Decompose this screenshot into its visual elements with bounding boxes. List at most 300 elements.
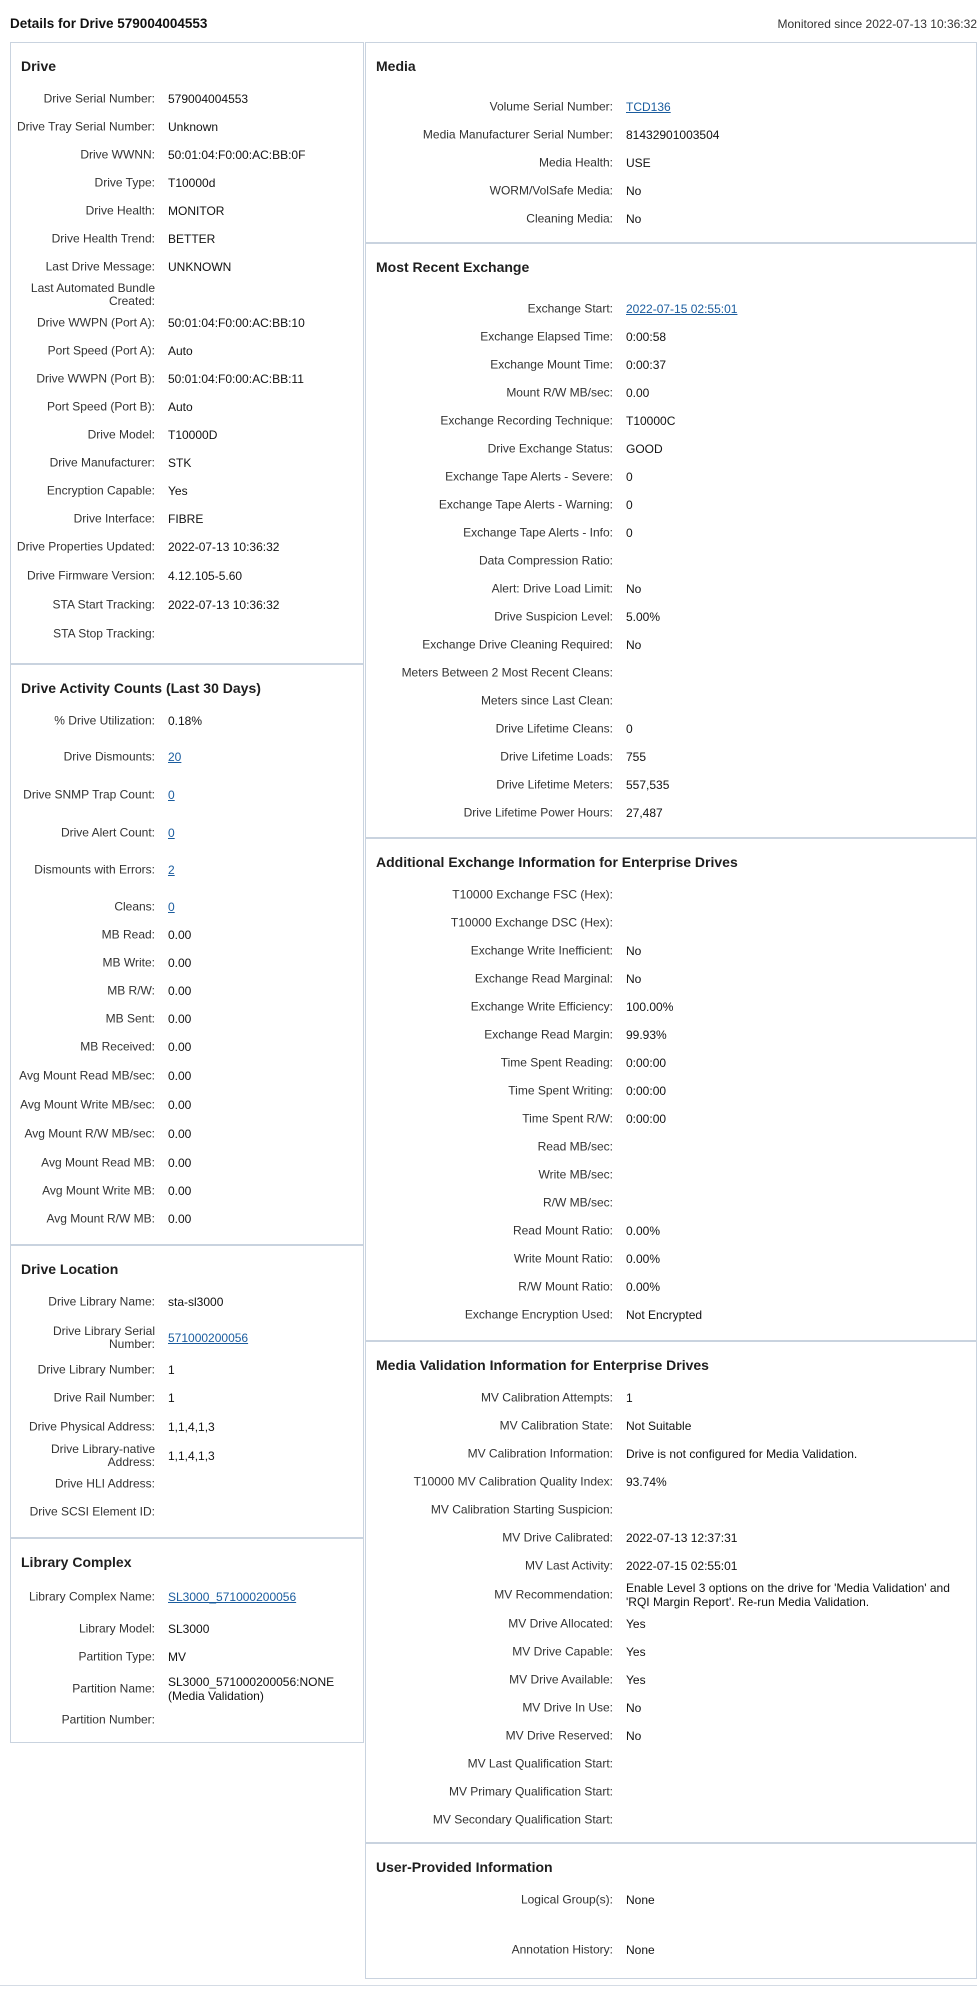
field-label: Partition Name: [72,1681,155,1696]
field-label: Cleaning Media: [526,211,613,226]
field-row-drive-library-native-address [11,1441,363,1471]
field-row-write-mount-ratio [366,1244,976,1274]
field-label: Drive Health Trend: [51,231,155,246]
panel-title: Drive [21,58,57,74]
field-row-exchange-write-inefficient [366,936,976,966]
field-label: Exchange Tape Alerts - Severe: [445,469,613,484]
field-row-drive-library-name [11,1287,363,1317]
field-label: Drive Type: [94,175,155,190]
field-row-mv-drive-calibrated [366,1523,976,1553]
field-row-drive-health [11,196,363,226]
field-label: Exchange Start: [527,301,613,316]
field-row-exchange-read-marginal [366,964,976,994]
field-row-time-spent-reading [366,1048,976,1078]
field-row-volume-serial-number [366,92,976,122]
field-value: 0.00 [168,1012,192,1026]
field-value: 0 [626,470,633,484]
field-row-meters-between-2-most-recent-cleans [366,658,976,688]
field-label: MV Calibration Information: [467,1446,613,1461]
field-row-time-spent-r-w [366,1104,976,1134]
field-label: % Drive Utilization: [54,713,155,728]
field-value: 0.00 [168,1212,192,1226]
field-value: 1 [168,1363,175,1377]
field-row-port-speed-port-b [11,392,363,422]
field-label: Avg Mount R/W MB: [46,1211,155,1226]
field-value: 0.00 [168,1184,192,1198]
field-label: Time Spent R/W: [522,1111,613,1126]
field-value: 0.00 [168,956,192,970]
field-label: MB Write: [102,955,155,970]
field-label: MV Drive Available: [509,1672,613,1687]
field-label: Exchange Tape Alerts - Warning: [438,497,613,512]
field-row-logical-group-s [366,1885,976,1915]
field-label: Port Speed (Port B): [46,399,155,414]
field-row-exchange-read-margin [366,1020,976,1050]
field-label: MV Drive Allocated: [508,1616,613,1631]
panel-title: Drive Location [21,1261,119,1277]
field-value: UNKNOWN [168,260,232,274]
field-label: MV Calibration State: [499,1418,613,1433]
field-value: 0:00:00 [626,1084,667,1098]
field-value: No [626,184,642,198]
field-row-avg-mount-r-w-mb [11,1204,363,1234]
field-label: Drive Health: [85,203,155,218]
field-label: Partition Type: [78,1649,155,1664]
panel-title: Most Recent Exchange [376,259,530,275]
field-value: 0.00 [626,386,650,400]
field-row-drive-library-serial-number [11,1323,363,1353]
field-label: Read MB/sec: [537,1139,613,1154]
field-label: Drive SCSI Element ID: [29,1504,155,1519]
field-row-exchange-drive-cleaning-required [366,630,976,660]
field-label: Exchange Write Inefficient: [470,943,613,958]
field-value-link[interactable]: TCD136 [626,100,671,114]
field-row-exchange-mount-time [366,350,976,380]
field-row-t10000-mv-calibration-quality-index [366,1467,976,1497]
field-label: Meters Between 2 Most Recent Cleans: [401,665,613,680]
field-row-drive-physical-address [11,1412,363,1442]
field-row-avg-mount-r-w-mb-sec [11,1119,363,1149]
field-row-drive-firmware-version [11,561,363,591]
field-value: Yes [626,1673,646,1687]
field-label: Cleans: [114,899,155,914]
field-value: 2022-07-13 10:36:32 [168,598,280,612]
field-row-mb-received [11,1032,363,1062]
field-row-drive-dismounts [11,742,363,772]
field-value: 100.00% [626,1000,674,1014]
field-value: 0 [626,498,633,512]
field-label: Mount R/W MB/sec: [506,385,613,400]
field-row-sta-stop-tracking [11,619,363,649]
field-row-annotation-history [366,1935,976,1965]
field-value: Yes [626,1617,646,1631]
field-label: Avg Mount Write MB: [42,1183,155,1198]
field-label: T10000 Exchange DSC (Hex): [450,915,613,930]
field-row-drive-suspicion-level [366,602,976,632]
field-row-mv-drive-available [366,1665,976,1695]
field-label: WORM/VolSafe Media: [489,183,613,198]
field-label: MV Last Activity: [524,1558,613,1573]
field-value: 0.00 [168,1069,192,1083]
panel-title: Additional Exchange Information for Enterprise Drives [376,854,738,870]
field-label: MV Primary Qualification Start: [448,1784,613,1799]
field-label: Drive Library-native Address: [50,1442,155,1469]
field-value-link[interactable]: 2 [168,863,175,877]
field-label: Drive Properties Updated: [16,539,155,554]
field-row-worm-volsafe-media [366,176,976,206]
field-value: 1 [168,1391,175,1405]
field-row-mv-calibration-information [366,1439,976,1469]
field-label: Exchange Recording Technique: [440,413,613,428]
field-row-library-model [11,1614,363,1644]
field-row-last-automated-bundle-created [11,280,363,310]
field-label: Write Mount Ratio: [513,1251,613,1266]
field-row-exchange-tape-alerts-warning [366,490,976,520]
field-value: No [626,1701,642,1715]
field-value: 0 [626,722,633,736]
field-value: 0.00 [168,1127,192,1141]
field-row-avg-mount-read-mb [11,1148,363,1178]
field-row-drive-manufacturer [11,448,363,478]
field-value: 93.74% [626,1475,667,1489]
panel-library-complex [10,1538,364,1743]
field-value: No [626,212,642,226]
field-label: Exchange Read Marginal: [474,971,613,986]
field-row-mv-calibration-state [366,1411,976,1441]
field-row-drive-snmp-trap-count [11,780,363,810]
field-label: MV Secondary Qualification Start: [432,1812,613,1827]
field-label: Drive Lifetime Cleans: [495,721,613,736]
field-row-drive-rail-number [11,1383,363,1413]
field-label: Meters since Last Clean: [480,693,613,708]
field-label: Drive Lifetime Loads: [500,749,613,764]
field-value: 1,1,4,1,3 [168,1420,215,1434]
field-row-mv-last-qualification-start [366,1749,976,1779]
field-row-port-speed-port-a [11,336,363,366]
field-value: SL3000 [168,1622,210,1636]
field-value: 0.00% [626,1280,661,1294]
field-label: Last Automated Bundle Created: [30,281,155,308]
field-value: 50:01:04:F0:00:AC:BB:11 [168,372,304,386]
field-row-drive-utilization [11,706,363,736]
field-label: Media Health: [538,155,613,170]
field-row-cleans [11,892,363,922]
field-label: Drive WWNN: [80,147,155,162]
panel-additional-exchange-information-for-enterprise-drives [365,838,977,1341]
field-label: MV Recommendation: [494,1587,613,1602]
field-label: Avg Mount Write MB/sec: [20,1097,155,1112]
panel-media [365,42,977,243]
field-label: Logical Group(s): [520,1892,613,1907]
field-value: Drive is not configured for Media Validation. [626,1447,858,1461]
field-value-link[interactable]: 0 [168,900,175,914]
field-label: Data Compression Ratio: [478,553,613,568]
field-row-data-compression-ratio [366,546,976,576]
field-row-drive-alert-count [11,818,363,848]
field-label: MV Drive Reserved: [505,1728,613,1743]
field-row-partition-number [11,1705,363,1735]
field-row-exchange-start [366,294,976,324]
field-value: None [626,1893,655,1907]
panel-title: Drive Activity Counts (Last 30 Days) [21,680,261,696]
field-value: STK [168,456,192,470]
field-label: Port Speed (Port A): [47,343,155,358]
field-label: Encryption Capable: [46,483,155,498]
field-value: 0.00 [168,1040,192,1054]
field-value: 0.00 [168,1098,192,1112]
field-label: MV Calibration Attempts: [480,1390,613,1405]
field-value: 557,535 [626,778,670,792]
field-label: Library Complex Name: [28,1589,155,1604]
field-label: Drive Manufacturer: [49,455,155,470]
page-title: Details for Drive 579004004553 [10,16,208,31]
field-row-alert-drive-load-limit [366,574,976,604]
field-label: MV Drive In Use: [522,1700,613,1715]
field-label: MV Calibration Starting Suspicion: [430,1502,613,1517]
field-row-drive-lifetime-power-hours [366,798,976,828]
field-value: No [626,638,642,652]
panel-drive-location [10,1245,364,1538]
field-value: 1,1,4,1,3 [168,1449,215,1463]
field-label: Drive Physical Address: [28,1419,155,1434]
field-row-last-drive-message [11,252,363,282]
field-row-read-mb-sec [366,1132,976,1162]
field-row-drive-interface [11,504,363,534]
monitored-since: Monitored since 2022-07-13 10:36:32 [777,17,977,31]
field-label: Alert: Drive Load Limit: [491,581,613,596]
field-row-exchange-encryption-used [366,1300,976,1330]
field-row-mv-primary-qualification-start [366,1777,976,1807]
field-row-drive-health-trend [11,224,363,254]
field-label: Drive Exchange Status: [487,441,613,456]
field-row-encryption-capable [11,476,363,506]
field-label: Avg Mount Read MB: [41,1155,155,1170]
field-label: R/W MB/sec: [542,1195,613,1210]
field-value-link[interactable]: 20 [168,750,182,764]
field-label: MV Drive Calibrated: [502,1530,613,1545]
field-value: 0:00:37 [626,358,667,372]
field-value: Not Suitable [626,1419,692,1433]
field-value: 2022-07-13 10:36:32 [168,540,280,554]
field-row-t10000-exchange-fsc-hex [366,880,976,910]
panel-title: Media Validation Information for Enterprise Drives [376,1357,709,1373]
field-label: Drive Lifetime Power Hours: [463,805,613,820]
field-label: Annotation History: [511,1942,613,1957]
field-row-exchange-write-efficiency [366,992,976,1022]
field-label: Drive WWPN (Port B): [36,371,155,386]
field-row-mb-write [11,948,363,978]
field-value: No [626,972,642,986]
page-header [0,0,977,42]
field-value: MONITOR [168,204,225,218]
field-label: Exchange Tape Alerts - Info: [463,525,613,540]
field-label: Drive Library Number: [37,1362,155,1377]
field-row-r-w-mb-sec [366,1188,976,1218]
field-row-drive-wwnn [11,140,363,170]
field-value: 0:00:00 [626,1056,667,1070]
field-row-mv-drive-allocated [366,1609,976,1639]
field-row-meters-since-last-clean [366,686,976,716]
panel-media-validation-information-for-enterprise-drives [365,1341,977,1843]
field-label: Drive Alert Count: [60,825,155,840]
field-row-avg-mount-write-mb-sec [11,1090,363,1120]
field-row-time-spent-writing [366,1076,976,1106]
field-row-drive-exchange-status [366,434,976,464]
field-value: Unknown [168,120,219,134]
field-row-drive-tray-serial-number [11,112,363,142]
panel-title: Media [376,58,416,74]
field-row-drive-properties-updated [11,532,363,562]
field-row-drive-library-number [11,1355,363,1385]
field-value: 0.00 [168,928,192,942]
panel-drive [10,42,364,664]
field-value: 27,487 [626,806,663,820]
field-label: Media Manufacturer Serial Number: [422,127,613,142]
field-value: Not Encrypted [626,1308,703,1322]
field-value-link[interactable]: 0 [168,788,175,802]
field-label: MB Sent: [105,1011,155,1026]
field-label: Exchange Encryption Used: [464,1307,613,1322]
field-value: No [626,944,642,958]
field-value: No [626,582,642,596]
field-value: 0.00 [168,984,192,998]
field-label: Drive Tray Serial Number: [16,119,155,134]
panel-most-recent-exchange [365,243,977,838]
field-row-drive-lifetime-loads [366,742,976,772]
field-value: 5.00% [626,610,661,624]
field-row-sta-start-tracking [11,590,363,620]
field-row-drive-serial-number [11,84,363,114]
field-label: Drive Model: [87,427,155,442]
field-label: Library Model: [78,1621,155,1636]
field-value: 2022-07-15 02:55:01 [626,1559,738,1573]
field-row-avg-mount-write-mb [11,1176,363,1206]
field-value: MV [168,1650,186,1664]
field-row-mb-read [11,920,363,950]
field-value: SL3000_571000200056:NONE (Media Validation) [168,1675,335,1703]
field-row-partition-type [11,1642,363,1672]
field-value: FIBRE [168,512,204,526]
field-value: 755 [626,750,647,764]
field-label: MV Last Qualification Start: [467,1756,613,1771]
panel-user-provided-information [365,1843,977,1979]
field-value: Yes [626,1645,646,1659]
field-label: MB R/W: [107,983,155,998]
field-row-media-manufacturer-serial-number [366,120,976,150]
field-label: Drive Interface: [73,511,155,526]
field-label: Dismounts with Errors: [34,862,155,877]
field-value: 0:00:58 [626,330,667,344]
field-value: BETTER [168,232,216,246]
field-value: 81432901003504 [626,128,720,142]
field-row-drive-lifetime-cleans [366,714,976,744]
field-label: Drive Library Name: [48,1294,155,1309]
field-row-drive-type [11,168,363,198]
panel-drive-activity-counts-last-30-days [10,664,364,1245]
field-label: MV Drive Capable: [512,1644,613,1659]
field-label: Exchange Read Margin: [484,1027,613,1042]
field-value: T10000C [626,414,676,428]
field-row-library-complex-name [11,1582,363,1612]
field-value: Auto [168,344,193,358]
field-label: Write MB/sec: [538,1167,613,1182]
field-value: 0.00% [626,1224,661,1238]
field-value: USE [626,156,651,170]
field-label: Drive WWPN (Port A): [36,315,155,330]
field-label: Exchange Write Efficiency: [470,999,613,1014]
field-label: Partition Number: [61,1712,155,1727]
field-label: Drive HLI Address: [54,1476,155,1491]
field-row-cleaning-media [366,204,976,234]
field-value: Enable Level 3 options on the drive for 'Media Validation' and 'RQI Margin Report'. Re-run Media Validation. [626,1581,950,1609]
field-label: T10000 MV Calibration Quality Index: [413,1474,613,1489]
field-label: Exchange Mount Time: [490,357,613,372]
field-value: GOOD [626,442,663,456]
field-value: 99.93% [626,1028,667,1042]
field-row-drive-scsi-element-id [11,1497,363,1527]
field-label: MB Received: [80,1039,155,1054]
field-row-media-health [366,148,976,178]
field-row-drive-hli-address [11,1469,363,1499]
field-row-r-w-mount-ratio [366,1272,976,1302]
field-label: STA Stop Tracking: [53,626,155,641]
field-label: Time Spent Writing: [508,1083,613,1098]
field-label: Drive Suspicion Level: [494,609,613,624]
field-row-mv-drive-in-use [366,1693,976,1723]
field-label: Read Mount Ratio: [512,1223,613,1238]
field-row-t10000-exchange-dsc-hex [366,908,976,938]
field-value: 579004004553 [168,92,249,106]
field-row-mv-calibration-attempts [366,1383,976,1413]
field-value: 2022-07-13 12:37:31 [626,1531,738,1545]
field-label: Volume Serial Number: [489,99,613,114]
field-row-read-mount-ratio [366,1216,976,1246]
field-value: 1 [626,1391,633,1405]
field-value-link[interactable]: 571000200056 [168,1331,249,1345]
field-row-exchange-tape-alerts-severe [366,462,976,492]
field-value: 4.12.105-5.60 [168,569,243,583]
field-label: Drive Dismounts: [63,749,155,764]
field-label: Last Drive Message: [45,259,155,274]
field-row-write-mb-sec [366,1160,976,1190]
field-value: 50:01:04:F0:00:AC:BB:0F [168,148,306,162]
field-label: Exchange Drive Cleaning Required: [422,637,613,652]
field-label: Exchange Elapsed Time: [480,329,613,344]
field-row-mv-calibration-starting-suspicion [366,1495,976,1525]
field-value: 0:00:00 [626,1112,667,1126]
field-value: Auto [168,400,193,414]
field-value: 0 [626,526,633,540]
page-bottom-divider [0,1985,977,1986]
field-label: MB Read: [101,927,155,942]
panel-title: User-Provided Information [376,1859,553,1875]
panel-title: Library Complex [21,1554,132,1570]
field-label: Avg Mount R/W MB/sec: [24,1126,155,1141]
field-value-link[interactable]: SL3000_571000200056 [168,1590,297,1604]
field-label: Time Spent Reading: [500,1055,613,1070]
field-value: Yes [168,484,188,498]
field-label: T10000 Exchange FSC (Hex): [452,887,613,902]
field-row-mv-secondary-qualification-start [366,1805,976,1835]
field-label: Drive Library Serial Number: [52,1324,155,1351]
field-value-link[interactable]: 0 [168,826,175,840]
field-row-avg-mount-read-mb-sec [11,1061,363,1091]
field-value-link[interactable]: 2022-07-15 02:55:01 [626,302,738,316]
field-row-mv-last-activity [366,1551,976,1581]
field-label: STA Start Tracking: [52,597,155,612]
field-value: 50:01:04:F0:00:AC:BB:10 [168,316,305,330]
field-value: T10000D [168,428,218,442]
